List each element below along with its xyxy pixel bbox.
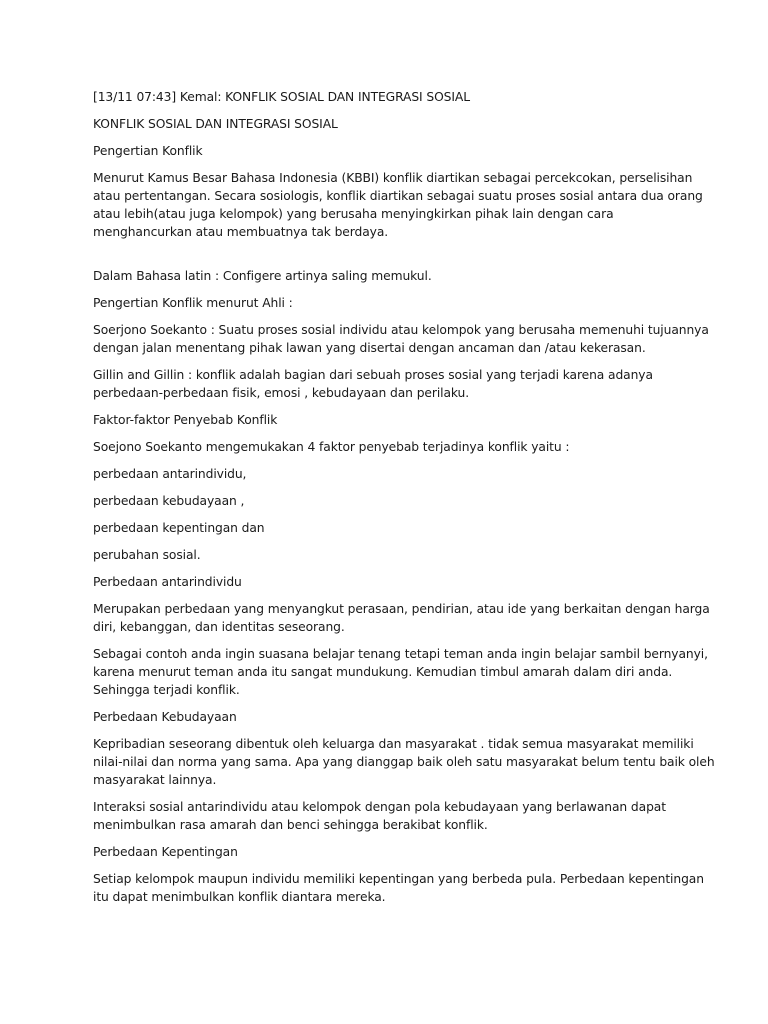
text-line: dengan jalan menentang pihak lawan yang disertai dengan ancaman dan /atau kekerasan. [93,341,646,355]
text-line: Menurut Kamus Besar Bahasa Indonesia (KBBI) konflik diartikan sebagai percekcokan, perselisihan [93,171,693,185]
culture-paragraph-1 [93,735,715,789]
individual-paragraph-1 [93,600,710,636]
latin-definition: Dalam Bahasa latin : Configere artinya saling memukul. [93,269,432,283]
document-body [93,88,715,915]
text-line: menimbulkan rasa amarah dan benci sehingga berakibat konflik. [93,818,488,832]
factor-item: perubahan sosial. [93,548,201,562]
heading-interest: Perbedaan Kepentingan [93,845,238,859]
factor-item: perbedaan kepentingan dan [93,521,265,535]
text-line: nilai-nilai dan norma yang sama. Apa yang dianggap baik oleh satu masyarakat belum tentu baik oleh [93,755,715,769]
heading-individual: Perbedaan antarindividu [93,575,242,589]
text-line: atau pertentangan. Secara sosiologis, konflik diartikan sebagai suatu proses sosial antara dua orang [93,189,703,203]
individual-paragraph-2 [93,645,708,699]
chat-header-line: [13/11 07:43] Kemal: KONFLIK SOSIAL DAN INTEGRASI SOSIAL [93,90,470,104]
factor-item: perbedaan antarindividu, [93,467,247,481]
interest-paragraph [93,870,704,906]
text-line: Interaksi sosial antarindividu atau kelompok dengan pola kebudayaan yang berlawanan dapat [93,800,666,814]
text-line: Kepribadian seseorang dibentuk oleh keluarga dan masyarakat . tidak semua masyarakat memiliki [93,737,694,751]
heading-definition: Pengertian Konflik [93,144,203,158]
heading-experts: Pengertian Konflik menurut Ahli : [93,296,293,310]
text-line: Merupakan perbedaan yang menyangkut perasaan, pendirian, atau ide yang berkaitan dengan harga [93,602,710,616]
text-line: itu dapat menimbulkan konflik diantara mereka. [93,890,386,904]
culture-paragraph-2 [93,798,683,834]
text-line: karena menurut teman anda itu sangat mundukung. Kemudian timbul amarah dalam diri anda. [93,665,673,679]
gillin-definition [93,366,683,402]
heading-culture: Perbedaan Kebudayaan [93,710,237,724]
text-line: Sehingga terjadi konflik. [93,683,240,697]
text-line: menghancurkan atau membuatnya tak berdaya. [93,225,389,239]
soekanto-definition [93,321,709,357]
text-line: Setiap kelompok maupun individu memiliki kepentingan yang berbeda pula. Perbedaan kepentingan [93,872,704,886]
text-line: masyarakat lainnya. [93,773,217,787]
text-line: perbedaan-perbedaan fisik, emosi , kebudayaan dan perilaku. [93,386,470,400]
definition-paragraph [93,169,703,241]
heading-factors: Faktor-faktor Penyebab Konflik [93,413,278,427]
factors-intro: Soejono Soekanto mengemukakan 4 faktor penyebab terjadinya konflik yaitu : [93,440,570,454]
text-line: Gillin and Gillin : konflik adalah bagian dari sebuah proses sosial yang terjadi karena adanya [93,368,653,382]
document-title: KONFLIK SOSIAL DAN INTEGRASI SOSIAL [93,117,338,131]
text-line: atau lebih(atau juga kelompok) yang berusaha menyingkirkan pihak lain dengan cara [93,207,614,221]
text-line: diri, kebanggan, dan identitas seseorang. [93,620,345,634]
text-line: Sebagai contoh anda ingin suasana belajar tenang tetapi teman anda ingin belajar sambil bernyanyi, [93,647,708,661]
text-line: Soerjono Soekanto : Suatu proses sosial individu atau kelompok yang berusaha memenuhi tujuannya [93,323,709,337]
factor-item: perbedaan kebudayaan , [93,494,245,508]
